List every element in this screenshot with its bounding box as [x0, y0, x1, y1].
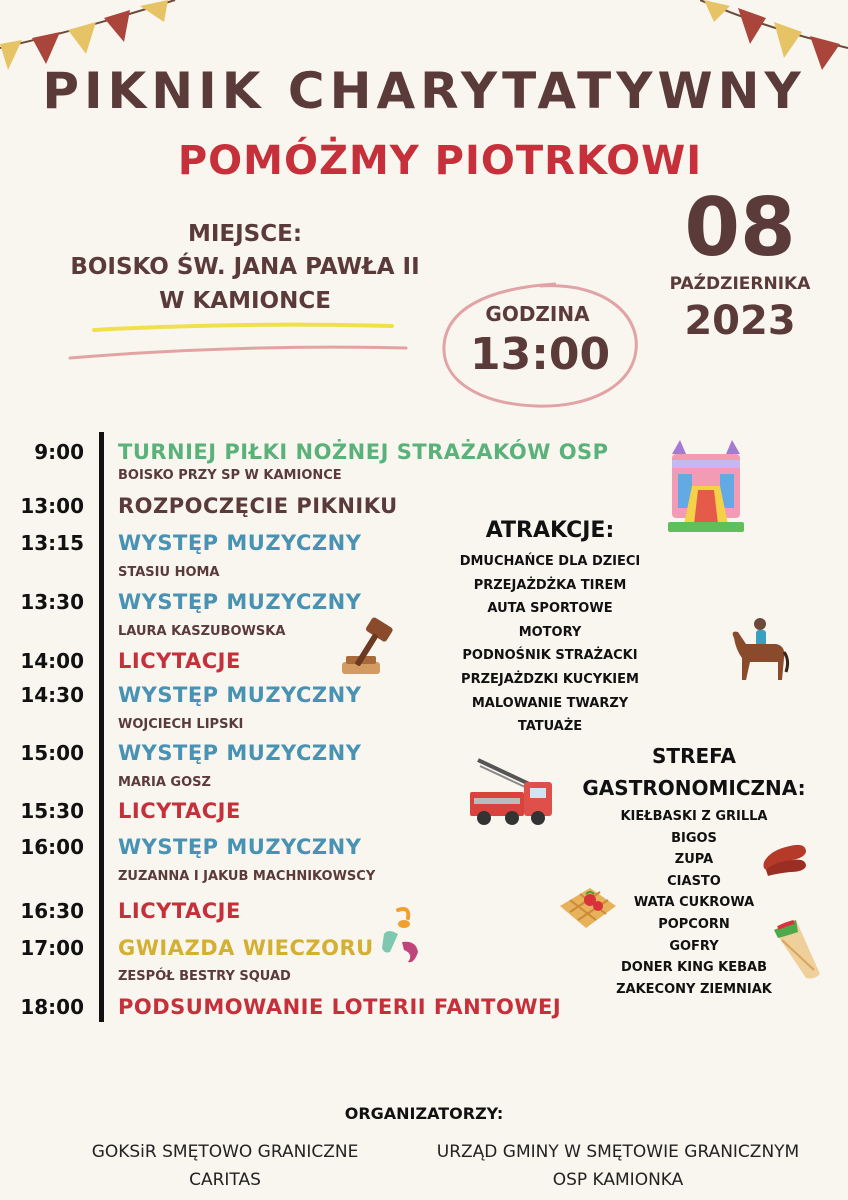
gastronomy-title-line-1: STREFA: [652, 744, 736, 768]
page-title: PIKNIK CHARYTATYWNY: [42, 62, 806, 120]
hour-value: 13:00: [470, 329, 611, 380]
schedule-detail: LAURA KASZUBOWSKA: [118, 624, 286, 639]
hour-label: GODZINA: [485, 302, 590, 326]
schedule-time: 18:00: [20, 995, 84, 1019]
schedule-event: WYSTĘP MUZYCZNY: [118, 835, 362, 859]
schedule-time: 14:30: [20, 683, 84, 707]
list-item: PRZEJAŻDZKI KUCYKIEM: [461, 671, 639, 687]
date-month: PAŹDZIERNIKA: [669, 274, 811, 294]
schedule-event: TURNIEJ PIŁKI NOŻNEJ STRAŻAKÓW OSP: [118, 440, 609, 464]
list-item: CIASTO: [667, 873, 721, 889]
event-hour: [470, 300, 611, 382]
schedule-detail: MARIA GOSZ: [118, 775, 211, 790]
list-item: WATA CUKROWA: [633, 895, 755, 911]
schedule-time: 16:00: [20, 835, 84, 859]
timeline-line: [99, 432, 104, 1022]
attractions-title: ATRAKCJE:: [485, 518, 615, 543]
list-item: GOFRY: [669, 938, 719, 954]
list-item: ZUPA: [674, 852, 714, 868]
event-date: [660, 181, 820, 345]
organizers-right: [418, 1138, 818, 1194]
gavel-icon: [340, 616, 414, 678]
underline-decoration: [60, 318, 420, 366]
sausage-icon: [760, 836, 810, 876]
schedule-time: 15:30: [20, 799, 84, 823]
list-item: PODNOŚNIK STRAŻACKI: [462, 648, 638, 664]
schedule-time: 13:00: [20, 494, 84, 518]
waffle-icon: [556, 880, 620, 936]
bouncy-castle-icon: [668, 440, 744, 534]
schedule-time: 13:15: [20, 531, 84, 555]
schedule-detail: WOJCIECH LIPSKI: [118, 717, 244, 732]
schedule-event: GWIAZDA WIECZORU: [118, 936, 374, 960]
place-label: MIEJSCE:: [187, 221, 303, 247]
schedule-time: 16:30: [20, 899, 84, 923]
list-item: PRZEJAŻDŻKA TIREM: [473, 577, 627, 593]
list-item: TATUAŻE: [517, 719, 583, 735]
organizers-left: [25, 1138, 425, 1194]
schedule-event: PODSUMOWANIE LOTERII FANTOWEJ: [118, 995, 562, 1019]
list-item: BIGOS: [671, 830, 717, 846]
schedule-event: LICYTACJE: [118, 899, 241, 923]
event-place: [40, 218, 450, 318]
schedule-time: 15:00: [20, 741, 84, 765]
attractions-list: [430, 516, 670, 739]
list-item: AUTA SPORTOWE: [487, 601, 613, 617]
list-item: DONER KING KEBAB: [621, 960, 767, 976]
page-subtitle: POMÓŻMY PIOTRKOWI: [177, 138, 703, 184]
place-line-2: W KAMIONCE: [159, 288, 331, 314]
list-item: ZAKECONY ZIEMNIAK: [616, 981, 772, 997]
schedule-time: 14:00: [20, 649, 84, 673]
horse-rider-icon: [726, 616, 790, 682]
schedule-time: 17:00: [20, 936, 84, 960]
organizer-name: GOKSiR SMĘTOWO GRANICZNE: [91, 1142, 359, 1162]
schedule-detail: ZESPÓŁ BESTRY SQUAD: [118, 969, 291, 984]
date-day: 08: [684, 181, 796, 274]
schedule-event: WYSTĘP MUZYCZNY: [118, 590, 362, 614]
schedule-event: LICYTACJE: [118, 799, 241, 823]
schedule-time: 9:00: [34, 440, 84, 464]
schedule-event: ROZPOCZĘCIE PIKNIKU: [118, 494, 398, 518]
schedule-detail: STASIU HOMA: [118, 565, 220, 580]
list-item: POPCORN: [658, 916, 730, 932]
kebab-wrap-icon: [768, 916, 824, 982]
fire-truck-icon: [466, 752, 558, 828]
list-item: KIEŁBASKI Z GRILLA: [620, 809, 768, 824]
organizer-name: CARITAS: [189, 1170, 261, 1190]
organizer-name: URZĄD GMINY W SMĘTOWIE GRANICZNYM: [436, 1142, 800, 1162]
organizers-title: ORGANIZATORZY:: [344, 1104, 504, 1123]
date-year: 2023: [684, 298, 796, 344]
gastronomy-title-line-2: GASTRONOMICZNA:: [582, 776, 806, 800]
list-item: DMUCHAŃCE DLA DZIECI: [459, 554, 641, 569]
schedule-event: WYSTĘP MUZYCZNY: [118, 531, 362, 555]
list-item: MOTORY: [518, 624, 582, 640]
list-item: MALOWANIE TWARZY: [471, 695, 629, 711]
schedule-event: LICYTACJE: [118, 649, 241, 673]
schedule-detail: ZUZANNA I JAKUB MACHNIKOWSCY: [118, 869, 376, 884]
schedule-time: 13:30: [20, 590, 84, 614]
schedule-event: WYSTĘP MUZYCZNY: [118, 683, 362, 707]
schedule-event: WYSTĘP MUZYCZNY: [118, 741, 362, 765]
schedule-detail: BOISKO PRZY SP W KAMIONCE: [118, 468, 342, 483]
music-notes-icon: [380, 906, 424, 968]
place-line-1: BOISKO ŚW. JANA PAWŁA II: [70, 254, 420, 280]
organizer-name: OSP KAMIONKA: [552, 1170, 684, 1190]
